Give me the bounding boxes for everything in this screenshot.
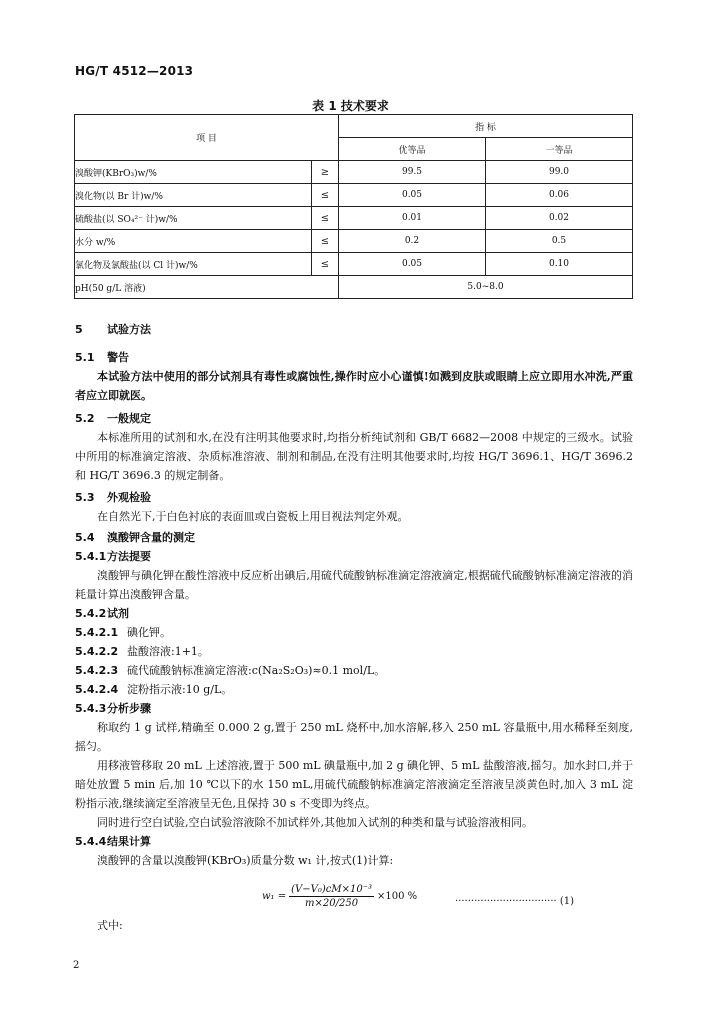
row-value-superior: 0.05 xyxy=(339,184,486,207)
procedure-paragraph-2: 用移液管移取 20 mL 上述溶液,置于 500 mL 碘量瓶中,加 2 g 碘化钾、5 mL 盐酸溶液,摇匀。加水封口,并于暗处放置 5 min 后,加 10 ℃以下的水 150 mL,用硫代硫酸钠标准滴定溶液滴定至溶液呈淡黄色时,加入 3 mL 淀粉指示液,继续滴定至溶液呈无色,且保持 30 s 不变即为终点。 xyxy=(75,759,633,810)
section-number: 5.3 xyxy=(75,491,95,504)
reagent-text: 淀粉指示液:10 g/L。 xyxy=(127,683,233,696)
row-value-range: 5.0~8.0 xyxy=(339,276,633,299)
procedure-paragraph-1: 称取约 1 g 试样,精确至 0.000 2 g,置于 250 mL 烧杯中,加水溶解,移入 250 mL 容量瓶中,用水稀释至刻度,摇匀。 xyxy=(75,721,633,753)
row-comparator: ≤ xyxy=(312,253,339,276)
reagent-text: 盐酸溶液:1+1。 xyxy=(127,645,209,658)
warning-text: 本试验方法中使用的部分试剂具有毒性或腐蚀性,操作时应小心谨慎!如溅到皮肤或眼睛上应立即用水冲洗,严重者应立即就医。 xyxy=(75,370,633,402)
header-index: 指 标 xyxy=(339,115,633,138)
row-value-superior: 0.05 xyxy=(339,253,486,276)
section-5-2 xyxy=(75,409,633,485)
header-grade-first: 一等品 xyxy=(486,138,633,161)
page-number: 2 xyxy=(73,960,80,971)
reagent-number: 5.4.2.2 xyxy=(75,645,119,658)
section-5 xyxy=(75,320,633,339)
table-row xyxy=(75,207,633,230)
row-comparator: ≤ xyxy=(312,207,339,230)
row-value-first: 0.06 xyxy=(486,184,633,207)
standard-code: HG/T 4512—2013 xyxy=(75,64,194,78)
section-5-3 xyxy=(75,488,633,526)
section-title: 试剂 xyxy=(107,607,129,620)
row-value-first: 0.5 xyxy=(486,230,633,253)
section-5-1 xyxy=(75,348,633,405)
general-rules-text: 本标准所用的试剂和水,在没有注明其他要求时,均指分析纯试剂和 GB/T 6682—2008 中规定的三级水。试验中所用的标准滴定溶液、杂质标准溶液、制剂和制品,在没有注明其他要求时,均按 HG/T 3696.1、HG/T 3696.2 和 HG/T 3696.3 的规定制备。 xyxy=(75,431,633,482)
header-grade-superior: 优等品 xyxy=(339,138,486,161)
section-title: 结果计算 xyxy=(107,835,151,848)
table-row xyxy=(75,161,633,184)
where-label-block xyxy=(75,916,633,935)
reagent-text: 碘化钾。 xyxy=(127,626,171,639)
row-comparator: ≤ xyxy=(312,230,339,253)
row-value-first: 99.0 xyxy=(486,161,633,184)
formula-denominator: m×20/250 xyxy=(305,898,359,909)
section-number: 5.2 xyxy=(75,412,95,425)
table-row-ph xyxy=(75,276,633,299)
table-row xyxy=(75,230,633,253)
row-value-superior: 0.2 xyxy=(339,230,486,253)
procedure-paragraph-3: 同时进行空白试验,空白试验溶液除不加试样外,其他加入试剂的种类和量与试验溶液相同。 xyxy=(97,816,533,829)
reagent-number: 5.4.2.1 xyxy=(75,626,119,639)
row-name: 氯化物及氯酸盐(以 Cl 计)w/% xyxy=(75,253,312,276)
section-number: 5.4.2 xyxy=(75,607,107,620)
formula-fraction xyxy=(289,884,374,909)
formula-1 xyxy=(262,884,417,909)
section-number: 5 xyxy=(75,323,83,336)
row-value-first: 0.02 xyxy=(486,207,633,230)
method-summary-text: 溴酸钾与碘化钾在酸性溶液中反应析出碘后,用硫代硫酸钠标准滴定溶液滴定,根据硫代硫酸钠标准滴定溶液的消耗量计算出溴酸钾含量。 xyxy=(75,569,633,601)
reagent-text: 硫代硫酸钠标准滴定溶液:c(Na₂S₂O₃)≈0.1 mol/L。 xyxy=(127,664,386,677)
appearance-text: 在自然光下,于白色衬底的表面皿或白瓷板上用目视法判定外观。 xyxy=(97,510,409,523)
row-name: pH(50 g/L 溶液) xyxy=(75,276,339,299)
section-number: 5.4.1 xyxy=(75,550,107,563)
reagent-number: 5.4.2.4 xyxy=(75,683,119,696)
formula-numerator: (V−V₀)cM×10⁻³ xyxy=(291,884,373,895)
technical-requirements-table xyxy=(74,114,633,299)
row-value-superior: 99.5 xyxy=(339,161,486,184)
section-number: 5.4 xyxy=(75,531,95,544)
table-caption: 表 1 技术要求 xyxy=(312,99,389,113)
row-comparator: ≥ xyxy=(312,161,339,184)
section-number: 5.4.4 xyxy=(75,835,107,848)
formula-rhs: ×100 % xyxy=(377,891,418,902)
section-title: 警告 xyxy=(107,351,129,364)
row-value-superior: 0.01 xyxy=(339,207,486,230)
where-label: 式中: xyxy=(97,919,123,932)
formula-lhs: w₁ = xyxy=(262,891,287,902)
row-name: 硫酸盐(以 SO₄²⁻ 计)w/% xyxy=(75,207,312,230)
header-item: 项 目 xyxy=(75,115,339,161)
section-title: 分析步骤 xyxy=(107,702,151,715)
row-comparator: ≤ xyxy=(312,184,339,207)
section-number: 5.4.3 xyxy=(75,702,107,715)
equation-number: ································ (1) xyxy=(455,896,575,907)
section-title: 试验方法 xyxy=(107,323,151,336)
row-name: 水分 w/% xyxy=(75,230,312,253)
section-title: 溴酸钾含量的测定 xyxy=(107,531,195,544)
section-5-4 xyxy=(75,528,633,870)
row-name: 溴酸钾(KBrO₃)w/% xyxy=(75,161,312,184)
calculation-text: 溴酸钾的含量以溴酸钾(KBrO₃)质量分数 w₁ 计,按式(1)计算: xyxy=(97,854,394,867)
row-name: 溴化物(以 Br 计)w/% xyxy=(75,184,312,207)
section-title: 一般规定 xyxy=(107,412,151,425)
row-value-first: 0.10 xyxy=(486,253,633,276)
table-row xyxy=(75,184,633,207)
section-number: 5.1 xyxy=(75,351,95,364)
table-row xyxy=(75,253,633,276)
section-title: 方法提要 xyxy=(107,550,151,563)
reagent-number: 5.4.2.3 xyxy=(75,664,119,677)
section-title: 外观检验 xyxy=(107,491,151,504)
